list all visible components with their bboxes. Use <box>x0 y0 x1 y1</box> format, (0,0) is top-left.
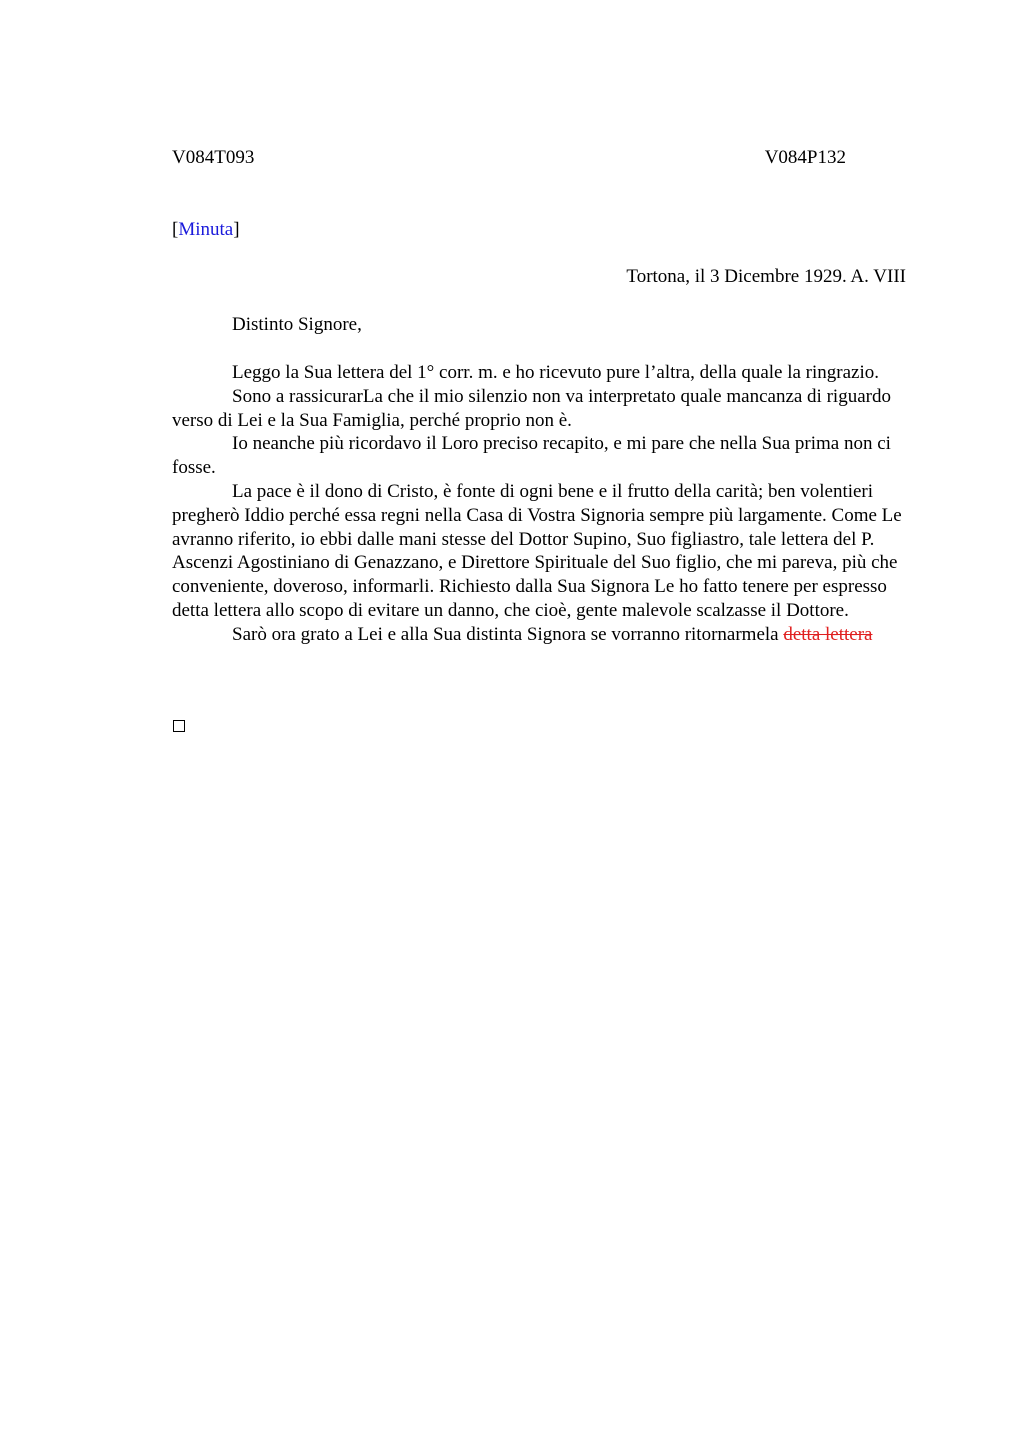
paragraph-last <box>172 623 906 647</box>
struck-text: detta lettera <box>783 623 873 645</box>
letter-body <box>172 361 906 647</box>
salutation: Distinto Signore, <box>232 314 362 335</box>
header-row <box>172 146 846 170</box>
paragraph: Leggo la Sua lettera del 1° corr. m. e ho ricevuto pure l’altra, della quale la ringrazio. <box>232 362 880 383</box>
dateline: Tortona, il 3 Dicembre 1929. A. VIII <box>626 266 906 287</box>
document-code-left: V084T093 <box>172 147 255 168</box>
minuta-label: Minuta <box>178 219 234 240</box>
bracket-open: [ <box>172 219 179 240</box>
bracket-close: ] <box>233 219 240 240</box>
checkbox-square-icon <box>173 720 185 732</box>
paragraph: La pace è il dono di Cristo, è fonte di ogni bene e il frutto della carità; ben volentieri pregherò Iddio perché essa regni nella Casa di Vostra Signoria sempre più largamente. Come Le avranno riferito, io ebbi dalle mani stesse del Dottor Supino, Suo figliastro, tale lettera del P. Ascenzi Agostiniano di Genazzano, e Direttore Spirituale del Suo figlio, che mi pareva, più che conveniente, doveroso, informarli. Richiesto dalla Sua Signora Le ho fatto tenere per espresso detta lettera allo scopo di evitare un danno, che cioè, gente malevole scalzasse il Dottore. <box>172 480 902 621</box>
document-code-right: V084P132 <box>764 147 846 168</box>
paragraph-last-text: Sarò ora grato a Lei e alla Sua distinta Signora se vorranno ritornarmela <box>232 623 784 645</box>
paragraph: Sono a rassicurarLa che il mio silenzio non va interpretato quale mancanza di riguardo verso di Lei e la Sua Famiglia, perché proprio non è. <box>172 385 891 431</box>
minuta-note <box>172 218 240 242</box>
paragraph: Io neanche più ricordavo il Loro preciso recapito, e mi pare che nella Sua prima non ci fosse. <box>172 433 891 479</box>
